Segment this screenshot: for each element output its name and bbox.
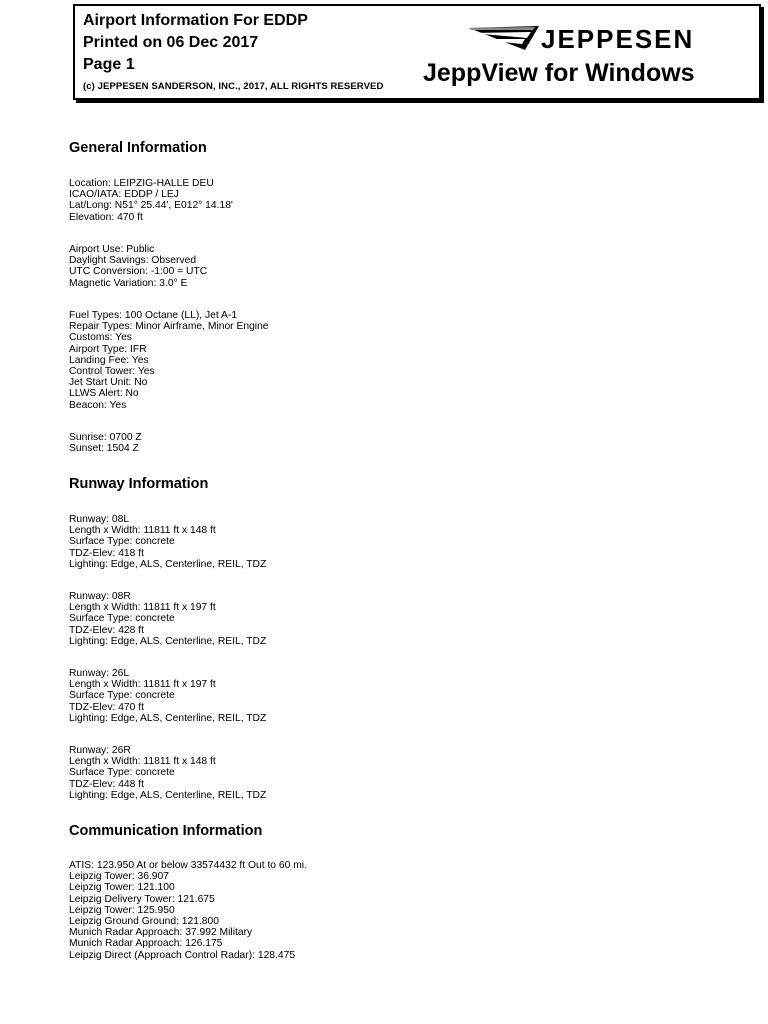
communication-block — [69, 860, 307, 961]
runway-tdz-line: TDZ-Elev: 418 ft — [69, 547, 144, 559]
utc-conversion-line: UTC Conversion: -1:00 = UTC — [69, 266, 208, 278]
header-title: Airport Information For EDDP — [83, 12, 308, 29]
runway-08r-block — [69, 591, 266, 647]
runway-surface-line: Surface Type: concrete — [69, 536, 175, 548]
customs-line: Customs: Yes — [69, 332, 132, 344]
runway-size-line: Length x Width: 11811 ft x 148 ft — [69, 525, 216, 537]
header-page-number: Page 1 — [83, 56, 135, 73]
header-printed-date: Printed on 06 Dec 2017 — [83, 34, 259, 51]
comm-line: Leipzig Tower: 121.100 — [69, 882, 175, 894]
airport-type-line: Airport Type: IFR — [69, 343, 147, 355]
runway-size-line: Length x Width: 11811 ft x 148 ft — [69, 756, 216, 768]
runway-surface-line: Surface Type: concrete — [69, 613, 175, 625]
header-copyright: (c) JEPPESEN SANDERSON, INC., 2017, ALL RIGHTS RESERVED — [83, 81, 384, 92]
runway-size-line: Length x Width: 11811 ft x 197 ft — [69, 602, 216, 614]
runway-surface-line: Surface Type: concrete — [69, 767, 175, 779]
llws-alert-line: LLWS Alert: No — [69, 388, 139, 400]
general-location-block — [69, 178, 233, 223]
comm-line: Leipzig Tower: 36.907 — [69, 871, 169, 883]
beacon-line: Beacon: Yes — [69, 399, 127, 411]
runway-lighting-line: Lighting: Edge, ALS, Centerline, REIL, TDZ — [69, 635, 267, 647]
runway-lighting-line: Lighting: Edge, ALS, Centerline, REIL, TDZ — [69, 558, 267, 570]
general-time-block — [69, 244, 207, 289]
document-header — [73, 4, 761, 100]
comm-line: Leipzig Tower: 125.950 — [69, 904, 175, 916]
runway-08l-block — [69, 514, 266, 570]
runway-lighting-line: Lighting: Edge, ALS, Centerline, REIL, TDZ — [69, 789, 267, 801]
sunset-line: Sunset: 1504 Z — [69, 443, 139, 455]
general-services-block — [69, 310, 269, 411]
repair-types-line: Repair Types: Minor Airframe, Minor Engine — [69, 321, 269, 333]
runway-tdz-line: TDZ-Elev: 428 ft — [69, 624, 144, 636]
airport-use-line: Airport Use: Public — [69, 244, 155, 255]
comm-line: Munich Radar Approach: 126.175 — [69, 938, 223, 950]
control-tower-line: Control Tower: Yes — [69, 366, 155, 378]
runway-26l-block — [69, 668, 266, 724]
jeppesen-swoosh-icon — [469, 24, 549, 54]
runway-surface-line: Surface Type: concrete — [69, 690, 175, 702]
fuel-types-line: Fuel Types: 100 Octane (LL), Jet A-1 — [69, 310, 238, 321]
runway-lighting-line: Lighting: Edge, ALS, Centerline, REIL, TDZ — [69, 712, 267, 724]
runway-id-line: Runway: 26R — [69, 745, 131, 756]
brand-name: JEPPESEN — [541, 24, 695, 54]
landing-fee-line: Landing Fee: Yes — [69, 354, 149, 366]
comm-line: Leipzig Ground Ground: 121.800 — [69, 916, 219, 928]
runway-size-line: Length x Width: 11811 ft x 197 ft — [69, 679, 216, 691]
comm-line: Leipzig Direct (Approach Control Radar): 128.475 — [69, 949, 296, 961]
jeppesen-logo — [469, 24, 749, 54]
comm-line: Munich Radar Approach: 37.992 Military — [69, 927, 253, 939]
general-sun-block — [69, 432, 142, 454]
runway-26r-block — [69, 745, 266, 801]
magnetic-variation-line: Magnetic Variation: 3.0° E — [69, 277, 188, 289]
runway-id-line: Runway: 08L — [69, 514, 130, 525]
runway-id-line: Runway: 08R — [69, 591, 131, 602]
product-name: JeppView for Windows — [423, 59, 695, 87]
location-line: Location: LEIPZIG-HALLE DEU — [69, 178, 214, 189]
icao-iata-line: ICAO/IATA: EDDP / LEJ — [69, 189, 179, 201]
daylight-savings-line: Daylight Savings: Observed — [69, 255, 197, 267]
jet-start-line: Jet Start Unit: No — [69, 377, 148, 389]
latlong-line: Lat/Long: N51° 25.44', E012° 14.18' — [69, 200, 233, 212]
sunrise-line: Sunrise: 0700 Z — [69, 432, 142, 443]
runway-id-line: Runway: 26L — [69, 668, 130, 679]
communication-information-heading: Communication Information — [69, 823, 263, 839]
elevation-line: Elevation: 470 ft — [69, 211, 143, 223]
comm-line: Leipzig Delivery Tower: 121.675 — [69, 893, 215, 905]
general-information-heading: General Information — [69, 140, 207, 156]
comm-line: ATIS: 123.950 At or below 33574432 ft Out to 60 mi. — [69, 860, 307, 871]
runway-information-heading: Runway Information — [69, 476, 209, 492]
runway-tdz-line: TDZ-Elev: 448 ft — [69, 778, 144, 790]
runway-tdz-line: TDZ-Elev: 470 ft — [69, 701, 144, 713]
